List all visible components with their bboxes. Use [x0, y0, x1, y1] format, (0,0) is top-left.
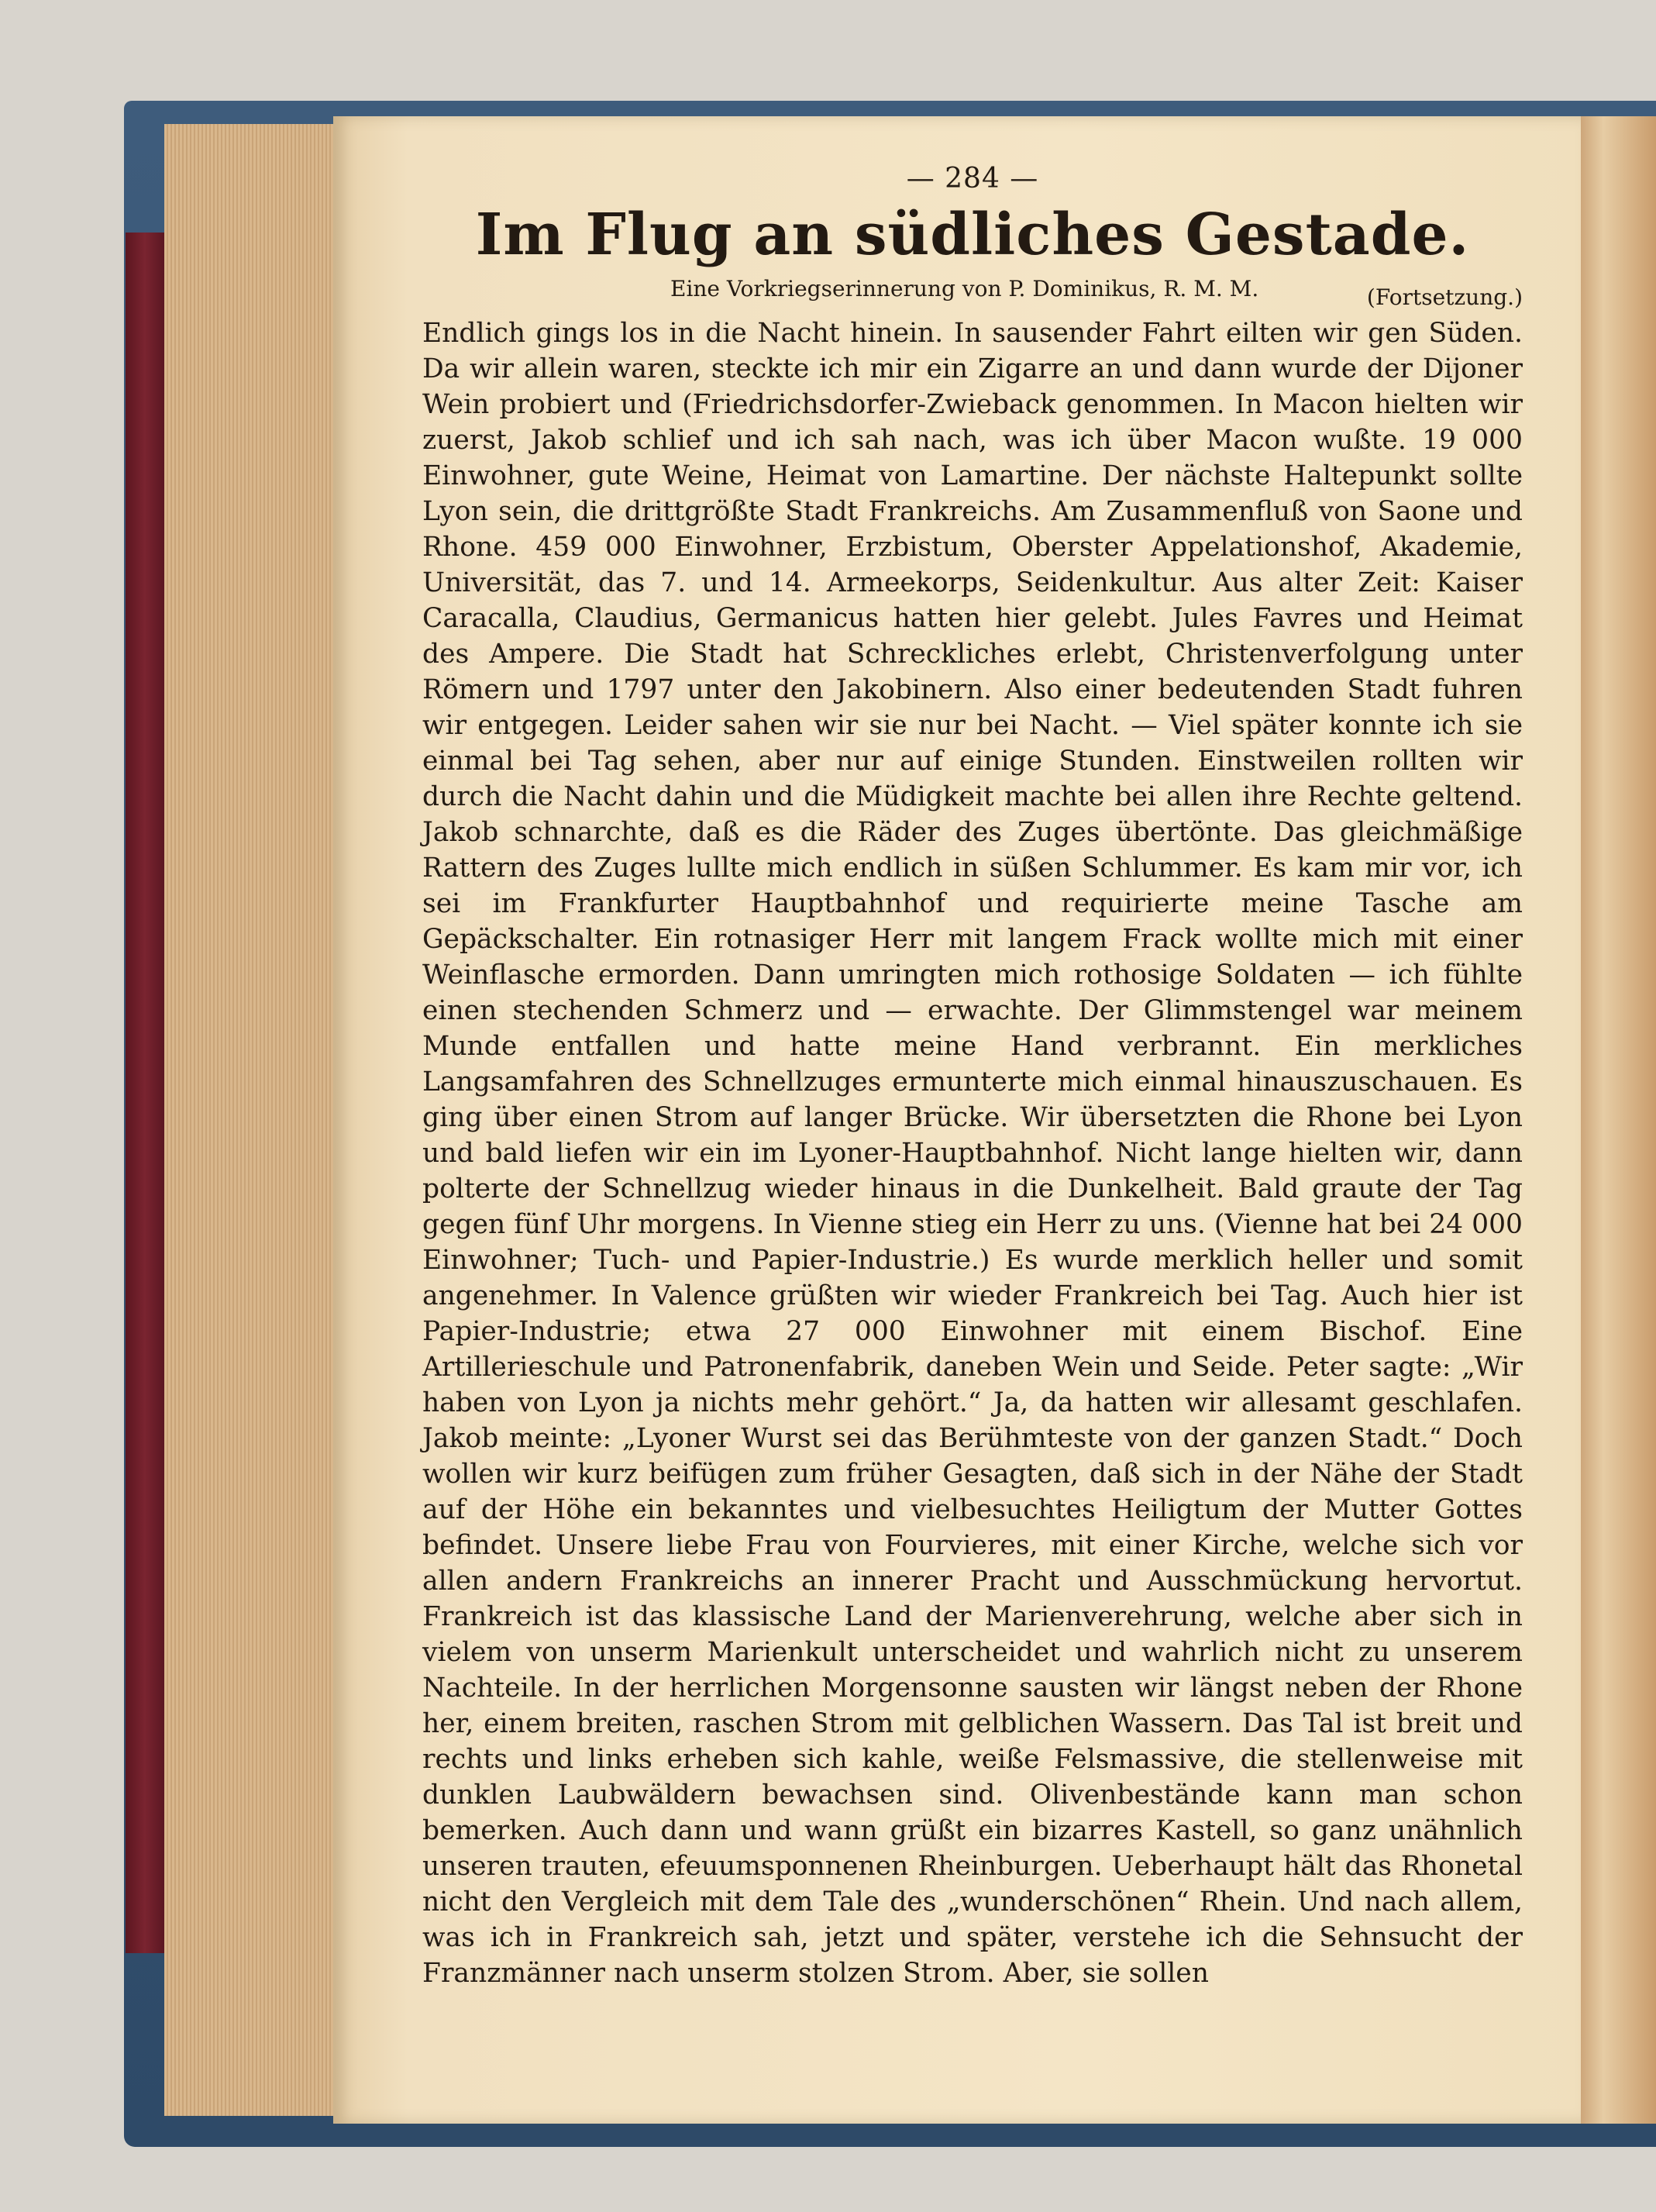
- book-spine: [126, 233, 164, 1953]
- body-paragraph: Endlich gings los in die Nacht hinein. In sausender Fahrt eilten wir gen Süden. Da wir allein waren, steckte ich mir ein Zigarre an und dann wurde der Dijoner Wein probiert und (Friedrichsdorfer-Zwieback genommen. In Macon hielten wir zuerst, Jakob schlief und ich sah nach, was ich über Macon wußte. 19 000 Einwohner, gute Weine, Heimat von Lamartine. Der nächste Haltepunkt sollte Lyon sein, die drittgrößte Stadt Frankreichs. Am Zusammenfluß von Saone und Rhone. 459 000 Einwohner, Erzbistum, Oberster Appelationshof, Akademie, Universität, das 7. und 14. Armeekorps, Seidenkultur. Aus alter Zeit: Kaiser Caracalla, Claudius, Germanicus hatten hier gelebt. Jules Favres und Heimat des Ampere. Die Stadt hat Schreckliches erlebt, Christenverfolgung unter Römern und 1797 unter den Jakobinern. Also einer bedeutenden Stadt fuhren wir entgegen. Leider sahen wir sie nur bei Nacht. — Viel später konnte ich sie einmal bei Tag sehen, aber nur auf einige Stunden. Einstweilen rollten wir durch die Nacht dahin und die Müdigkeit machte bei allen ihre Rechte geltend. Jakob schnarchte, daß es die Räder des Zuges übertönte. Das gleichmäßige Rattern des Zuges lullte mich endlich in süßen Schlummer. Es kam mir vor, ich sei im Frankfurter Hauptbahnhof und requirierte meine Tasche am Gepäckschalter. Ein rotnasiger Herr mit langem Frack wollte mich mit einer Weinflasche ermorden. Dann umringten mich rothosige Soldaten — ich fühlte einen stechenden Schmerz und — erwachte. Der Glimmstengel war meinem Munde entfallen und hatte meine Hand verbrannt. Ein merkliches Langsamfahren des Schnellzuges ermunterte mich einmal hinauszuschauen. Es ging über einen Strom auf langer Brücke. Wir übersetzten die Rhone bei Lyon und bald liefen wir ein im Lyoner-Hauptbahnhof. Nicht lange hielten wir, dann polterte der Schnellzug wieder hinaus in die Dunkelheit. Bald graute der Tag gegen fünf Uhr morgens. In Vienne stieg ein Herr zu uns. (Vienne hat bei 24 000 Einwohner; Tuch- und Papier-Industrie.) Es wurde merklich heller und somit angenehmer. In Valence grüßten wir wieder Frankreich bei Tag. Auch hier ist Papier-Industrie; etwa 27 000 Einwohner mit einem Bischof. Eine Artillerieschule und Patronenfabrik, daneben Wein und Seide. Peter sagte: „Wir haben von Lyon ja nichts mehr gehört.“ Ja, da hatten wir allesamt geschlafen. Jakob meinte: „Lyoner Wurst sei das Berühmteste von der ganzen Stadt.“ Doch wollen wir kurz beifügen zum früher Gesagten, daß sich in der Nähe der Stadt auf der Höhe ein bekanntes und vielbesuchtes Heiligtum der Mutter Gottes befindet. Unsere liebe Frau von Fourvieres, mit einer Kirche, welche sich vor allen andern Frankreichs an innerer Pracht und Ausschmückung hervortut. Frankreich ist das klassische Land der Marienverehrung, welche aber sich in vielem von unserm Marienkult unterscheidet und wahrlich nicht zu unserem Nachteile. In der herrlichen Morgensonne sausten wir längst neben der Rhone her, einem breiten, raschen Strom mit gelblichen Wassern. Das Tal ist breit und rechts und links erheben sich kahle, weiße Felsmassive, die stellenweise mit dunklen Laubwäldern bewachsen sind. Olivenbestände kann man schon bemerken. Auch dann und wann grüßt ein bizarres Kastell, so ganz unähnlich unseren trauten, efeuumsponnenen Rheinburgen. Ueberhaupt hält das Rhonetal nicht den Vergleich mit dem Tale des „wunderschönen“ Rhein. Und nach allem, was ich in Frankreich sah, jetzt und später, verstehe ich die Sehnsucht der Franzmänner nach unserm stolzen Strom. Aber, sie sollen: [422, 318, 1523, 1989]
- article-body: [422, 315, 1523, 1991]
- article-title: Im Flug an südliches Gestade.: [475, 202, 1470, 268]
- page-content: [422, 163, 1523, 1991]
- continued-note: (Fortsetzung.): [1366, 284, 1523, 310]
- next-page-edge: [1581, 116, 1656, 2124]
- subtitle-row: [422, 274, 1523, 309]
- article-subtitle: Eine Vorkriegserinnerung von P. Dominikus, R. M. M.: [670, 276, 1259, 301]
- page-number: — 284 —: [906, 163, 1039, 195]
- page-stack-edge: [164, 124, 340, 2116]
